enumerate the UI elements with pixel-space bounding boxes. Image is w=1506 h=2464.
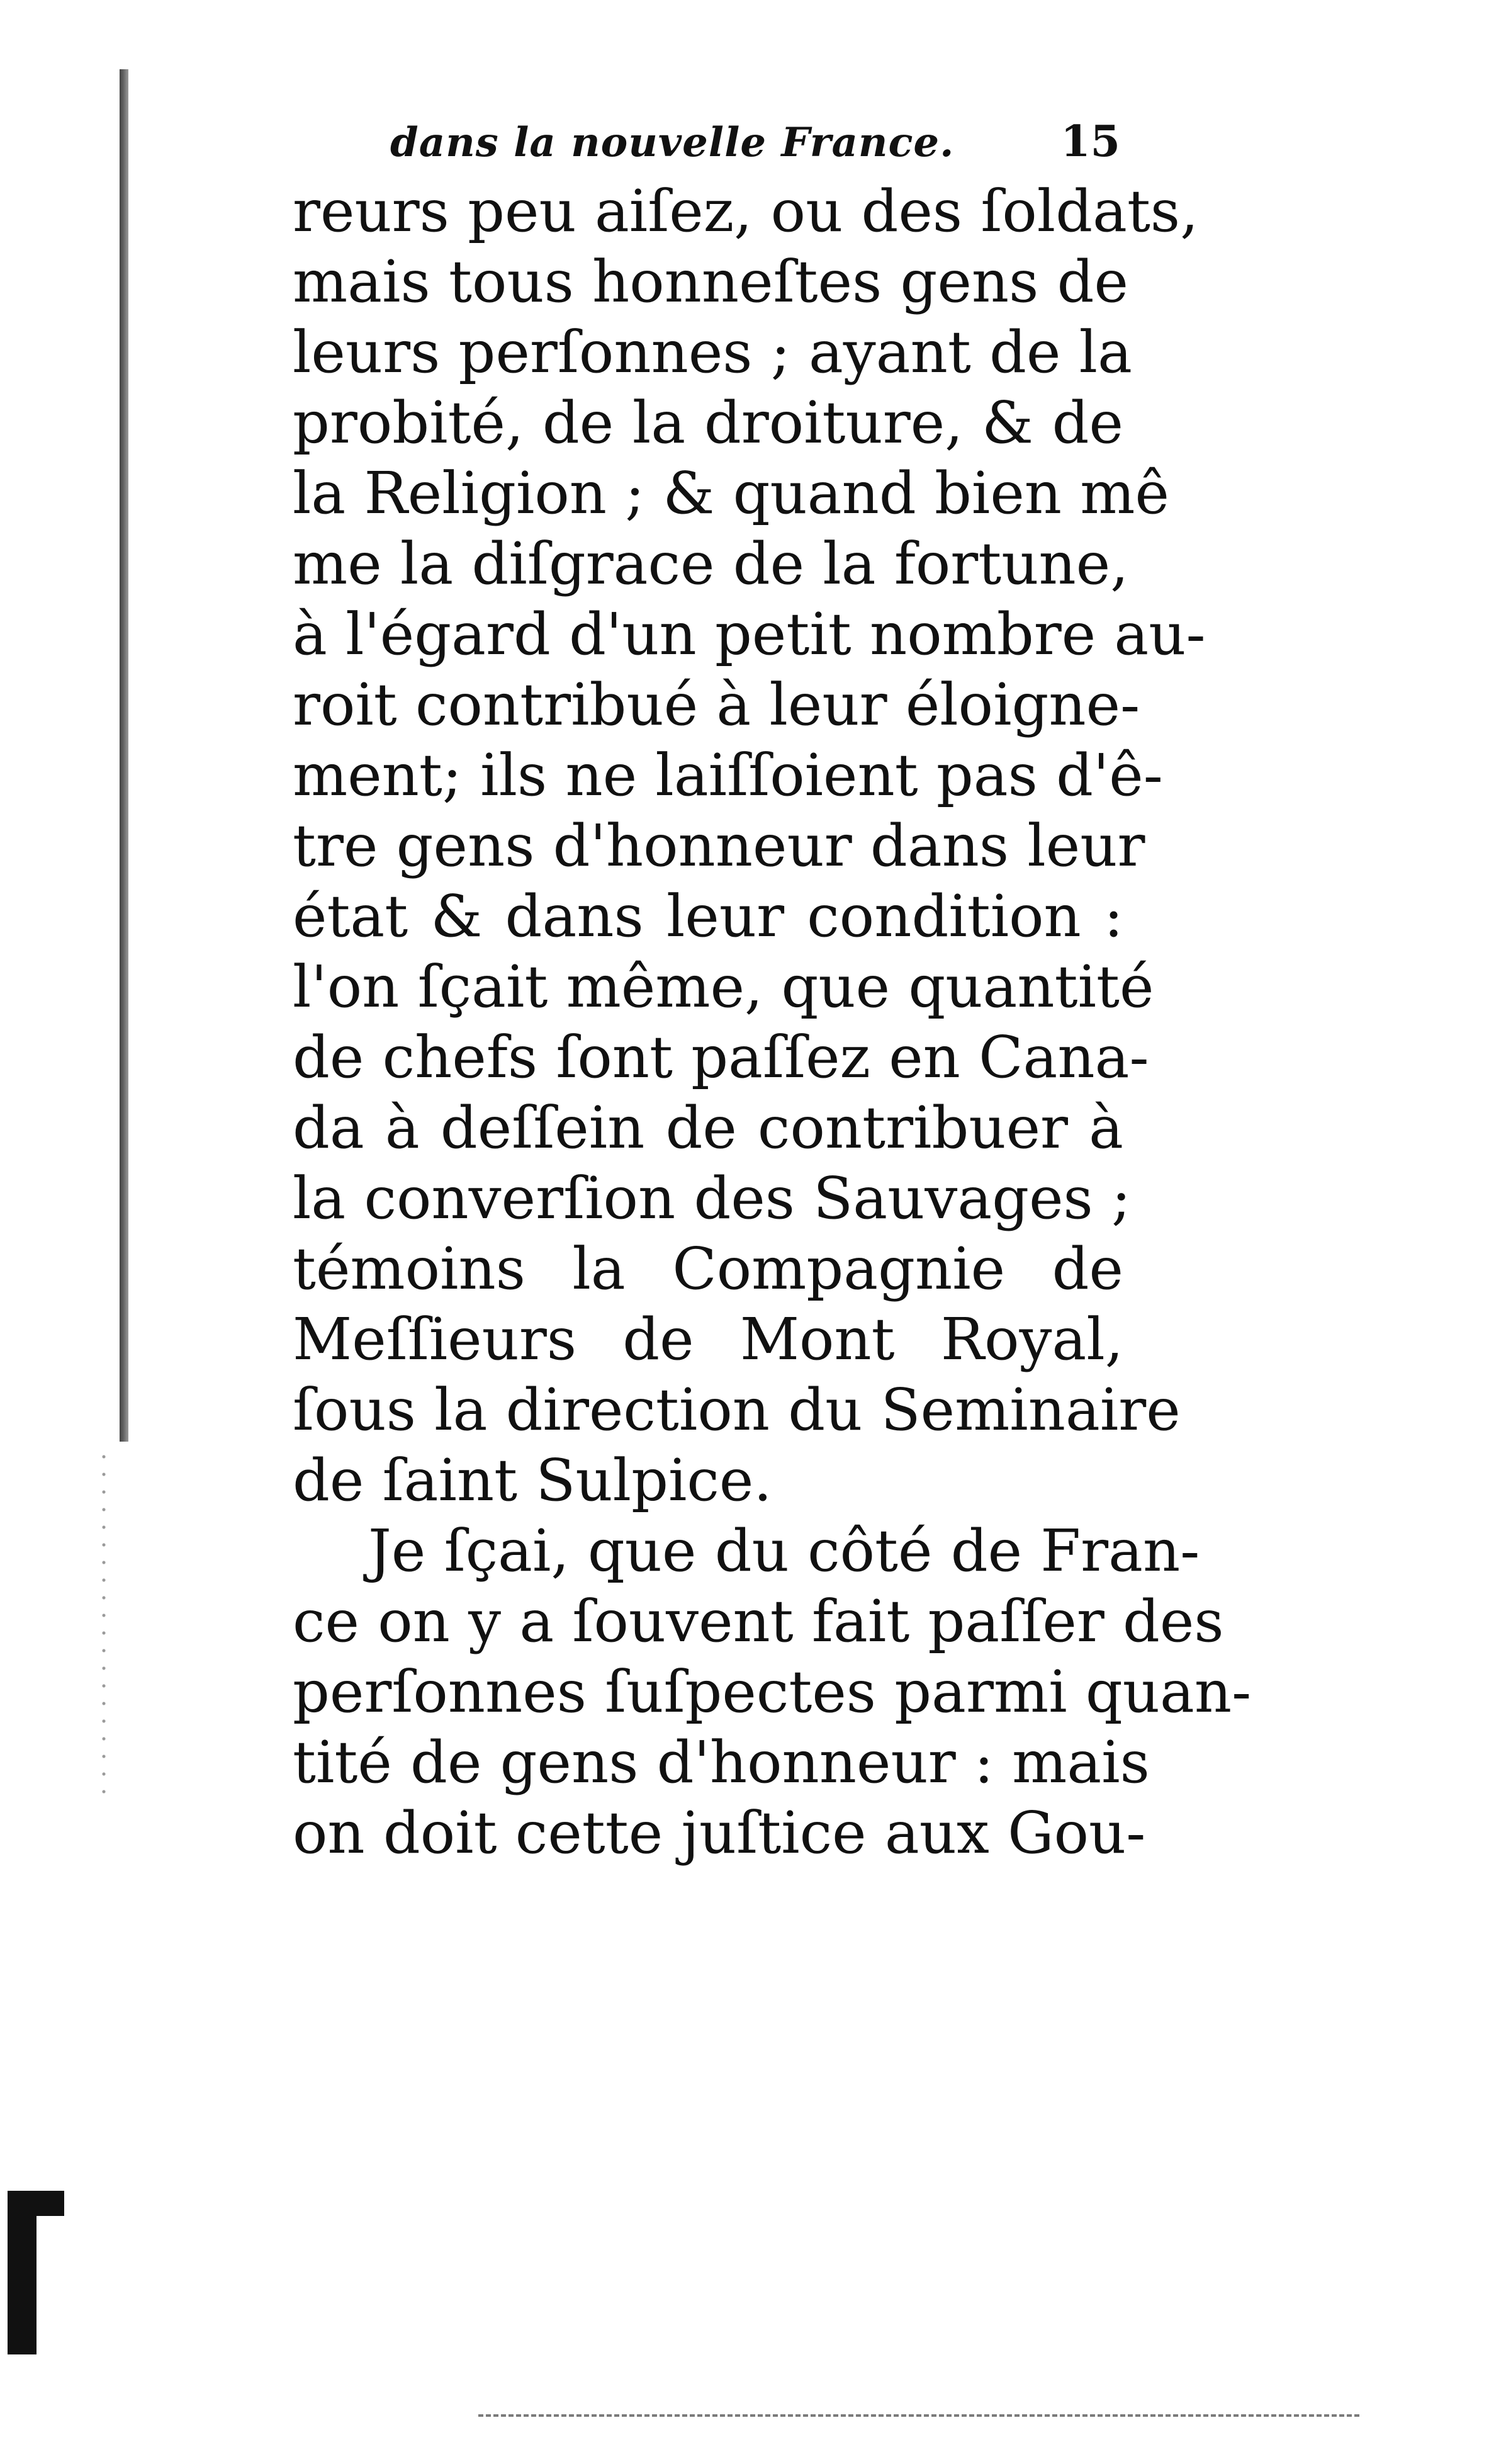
text-line: tre gens d'honneur dans leur	[293, 812, 1145, 879]
text-line: de chefs ſont paſſez en Cana-	[293, 1024, 1149, 1091]
text-line: ment; ils ne laiſſoient pas d'ê-	[293, 742, 1163, 809]
binding-specks	[94, 1448, 113, 1800]
edge-ink-mark	[8, 2191, 37, 2354]
text-line: la Religion ; & quand bien mê	[293, 460, 1169, 527]
text-line: témoins la Compagnie de	[293, 1235, 1123, 1303]
text-line: état & dans leur condition :	[293, 883, 1123, 950]
bottom-edge-rule	[478, 2414, 1359, 2417]
text-line: ce on y a ſouvent fait paſſer des	[293, 1588, 1224, 1655]
text-line: l'on ſçait même, que quantité	[293, 953, 1154, 1020]
text-line: de ſaint Sulpice.	[293, 1447, 772, 1514]
text-line: ſous la direction du Seminaire	[293, 1376, 1181, 1444]
text-line: Meſſieurs de Mont Royal,	[293, 1306, 1123, 1373]
text-line: perſonnes ſuſpectes parmi quan-	[293, 1658, 1252, 1726]
running-head	[390, 116, 1120, 173]
binding-shadow	[120, 69, 128, 1442]
text-line: mais tous honneſtes gens de	[293, 248, 1128, 315]
text-line: reurs peu aiſez, ou des ſoldats,	[293, 178, 1199, 245]
running-title: dans la nouvelle France.	[390, 119, 955, 166]
text-line: on doit cette juſtice aux Gou-	[293, 1799, 1146, 1867]
text-line: tité de gens d'honneur : mais	[293, 1729, 1150, 1796]
body-text	[293, 176, 1252, 1889]
text-line: da à deſſein de contribuer à	[293, 1094, 1123, 1161]
text-line: probité, de la droiture, & de	[293, 389, 1123, 456]
text-line: la converſion des Sauvages ;	[293, 1165, 1131, 1232]
text-line: me la diſgrace de la fortune,	[293, 530, 1129, 597]
page-number: 15	[1060, 116, 1120, 167]
text-line: roit contribué à leur éloigne-	[293, 671, 1140, 738]
text-line: leurs perſonnes ; ayant de la	[293, 319, 1132, 386]
text-line: à l'égard d'un petit nombre au-	[293, 601, 1206, 668]
text-line: Je ſçai, que du côté de Fran-	[368, 1517, 1200, 1585]
